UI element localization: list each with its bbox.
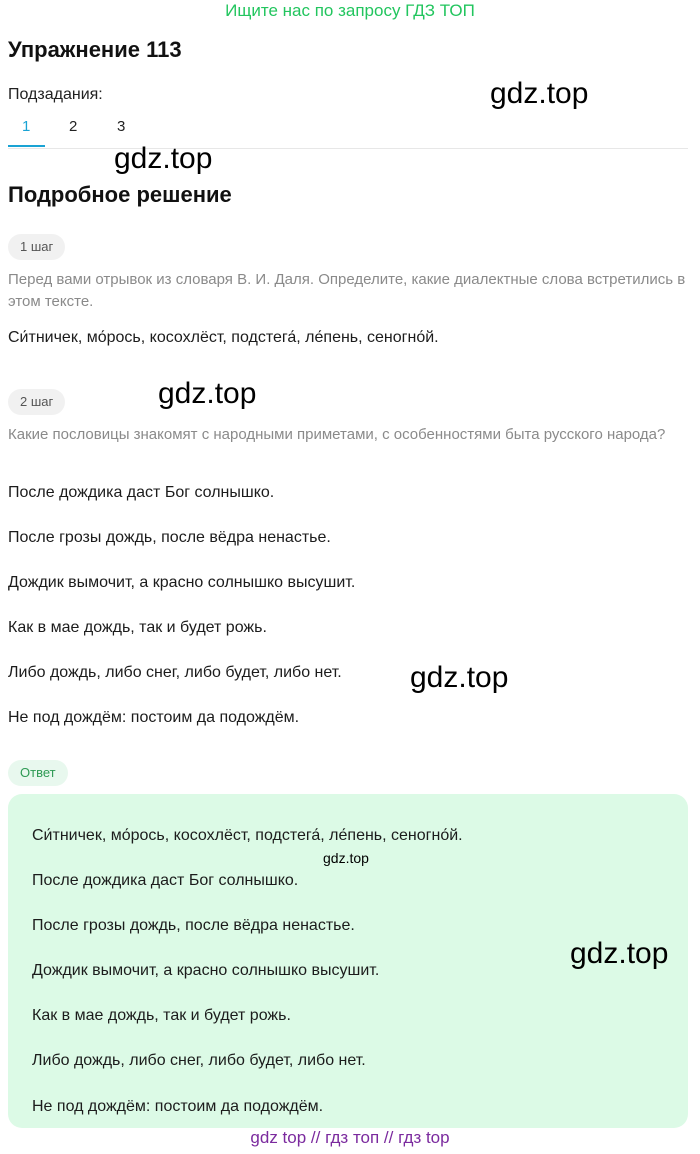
answer-badge: Ответ: [8, 760, 68, 786]
step-2-line: После дождика даст Бог солнышко.: [8, 484, 275, 501]
answer-line: После дождика даст Бог солнышко.: [32, 872, 299, 889]
step-1-task: Перед вами отрывок из словаря В. И. Даля. Определите, какие диалектные слова встретились в этом тексте.: [8, 271, 686, 310]
step-2-line: Не под дождём: постоим да подождём.: [8, 709, 300, 726]
subtasks-label: Подзадания:: [8, 86, 103, 103]
active-tab-indicator: [8, 145, 45, 147]
top-banner: Ищите нас по запросу ГДЗ ТОП: [225, 1, 475, 20]
section-title: Подробное решение: [8, 182, 232, 207]
answer-line: После грозы дождь, после вёдра ненастье.: [32, 917, 355, 934]
step-1-line: Си́тничек, мо́рось, косохлёст, подстега́, ле́пень, сеногно́й.: [8, 329, 439, 346]
step-2-line: Дождик вымочит, а красно солнышко высушит.: [8, 574, 356, 591]
answer-line: Как в мае дождь, так и будет рожь.: [32, 1007, 291, 1024]
step-2-line: Как в мае дождь, так и будет рожь.: [8, 619, 267, 636]
watermark: gdz.top: [570, 937, 669, 970]
step-1-badge: 1 шаг: [8, 234, 65, 260]
watermark: gdz.top: [410, 661, 509, 694]
step-2-line: Либо дождь, либо снег, либо будет, либо нет.: [8, 664, 342, 681]
step-2-badge: 2 шаг: [8, 389, 65, 415]
tab-2[interactable]: 2: [69, 118, 78, 135]
step-2-task: Какие пословицы знакомят с народными приметами, с особенностями быта русского народа?: [8, 426, 666, 443]
answer-line: Дождик вымочит, а красно солнышко высушит.: [32, 962, 380, 979]
step-2-line: После грозы дождь, после вёдра ненастье.: [8, 529, 331, 546]
answer-line: Либо дождь, либо снег, либо будет, либо нет.: [32, 1052, 366, 1069]
watermark: gdz.top: [490, 77, 589, 110]
watermark: gdz.top: [114, 142, 213, 175]
answer-line: Си́тничек, мо́рось, косохлёст, подстега́, ле́пень, сеногно́й.: [32, 827, 463, 844]
watermark: gdz.top: [323, 850, 369, 866]
tab-1[interactable]: 1: [22, 118, 31, 135]
page-title: Упражнение 113: [8, 37, 182, 62]
tab-3[interactable]: 3: [117, 118, 126, 135]
subtask-tabs: [8, 116, 688, 149]
bottom-tagline: gdz top // гдз топ // гдз top: [250, 1128, 450, 1147]
watermark: gdz.top: [158, 377, 257, 410]
answer-line: Не под дождём: постоим да подождём.: [32, 1098, 324, 1115]
